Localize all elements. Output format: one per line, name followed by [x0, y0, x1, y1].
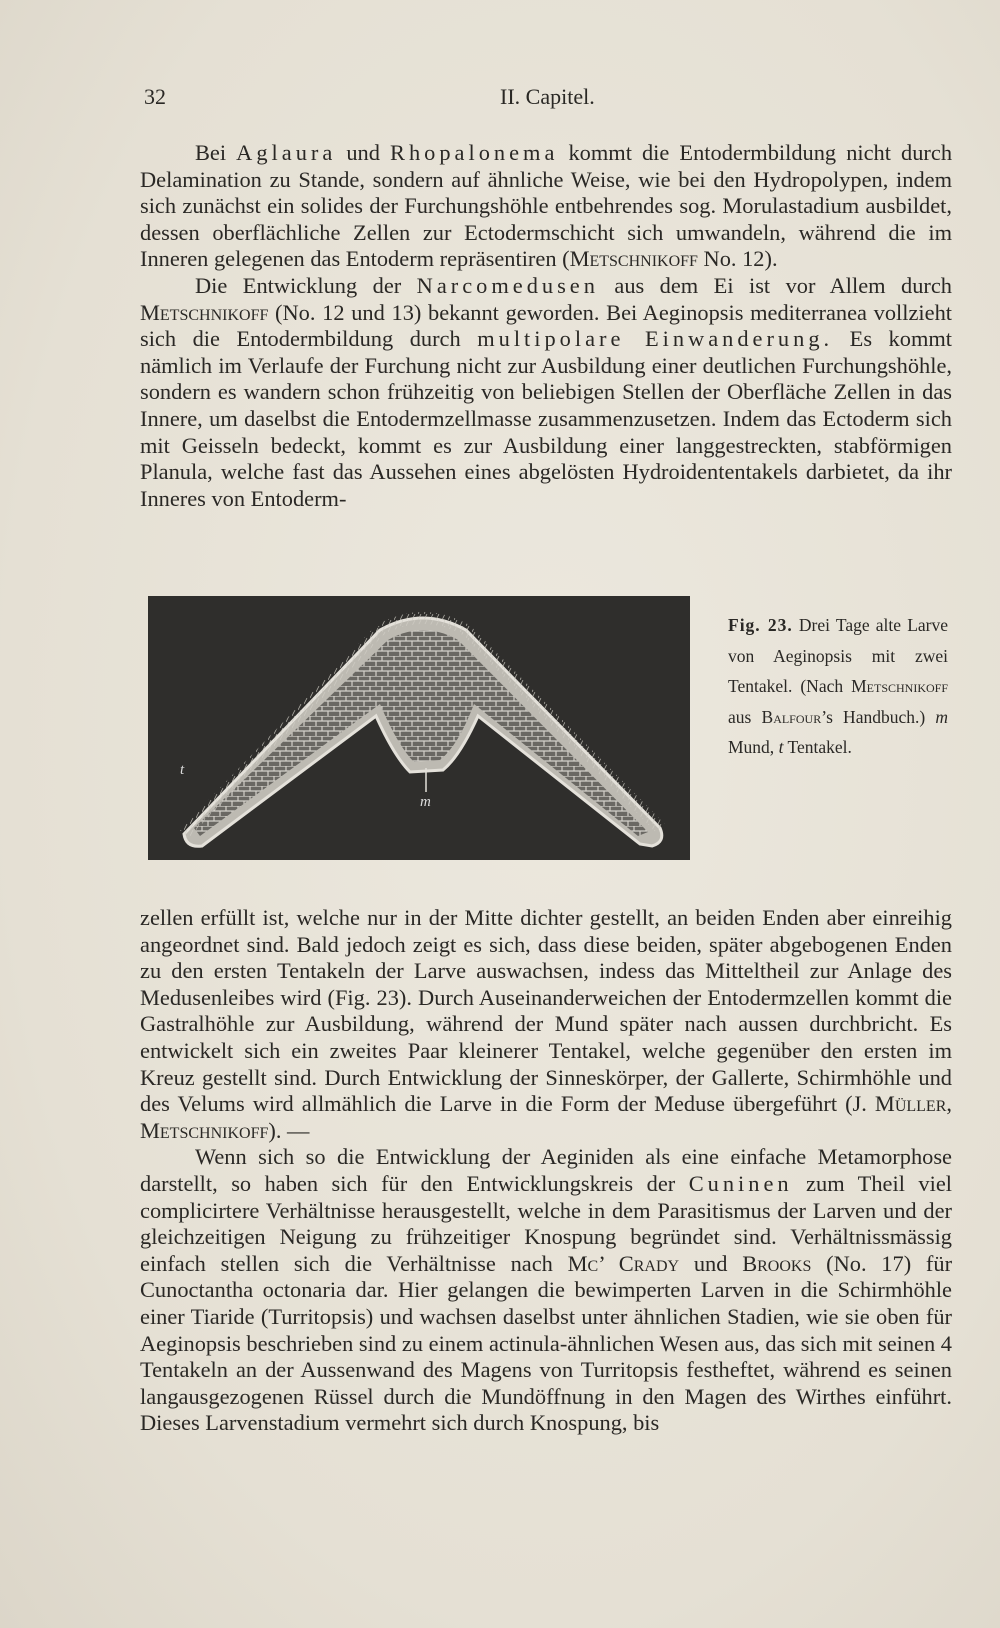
figure-caption: Fig. 23. Drei Tage alte Larve von Aeginopsis mit zwei Tentakel. (Nach Metschnikoff aus Balfour’s Handbuch.) m Mund, t Tentakel. [728, 615, 949, 757]
page-header [144, 84, 950, 114]
spaced-term: Rhopalonema [390, 140, 559, 165]
label-t: t [180, 762, 185, 778]
author-name: Metschnikoff [569, 246, 698, 272]
paragraph-cuninen: Wenn sich so die Entwicklung der Aeginiden als eine einfache Metamorphose darstellt, so haben sich für den Entwicklungskreis der Cuninen zum Theil viel complicirtere Verhältnisse herausgestellt, welche in dem Parasitismus der Larven und der gleichzeitigen Neigung zu frühzeitiger Knospung begründet sind. Verhältnissmässig einfach stellen sich die Verhältnisse nach Mc’ Crady und Brooks (No. 17) für Cunoctantha octonaria dar. Hier gelangen die bewimperten Larven in die Schirmhöhle einer Tiaride (Turritopsis) und wachsen daselbst unter ähnlichen Stadien, wie sie oben für Aeginopsis beschrieben sind zu einem actinula-ähnlichen Wesen aus, das sich mit seinen 4 Tentakeln an der Aussenwand des Magens von Turritopsis festheftet, während es seinen langausgezogenen Rüssel durch die Mundöffnung in den Magen des Wirthes einführt. Dieses Larvenstadium vermehrt sich durch Knospung, bis [140, 1144, 953, 1436]
author-name: Metschnikoff [140, 299, 269, 325]
spaced-term: Aglaura [236, 140, 337, 165]
larva-drawing [148, 596, 690, 860]
paragraph-aglaura: Bei Aglaura und Rhopalonema kommt die Entodermbildung nicht durch Delamination zu Stande, sondern auf ähnliche Weise, wie bei den Hydropolypen, indem sich zunächst ein solides der Furchungshöhle entbehrendes sog. Morulastadium ausbildet, dessen oberflächliche Zellen zur Ectodermschicht sich umwandeln, während die im Inneren gelegenen das Entoderm repräsentiren (Metschnikoff No. 12). [140, 140, 953, 272]
author-name: Balfour [761, 706, 822, 727]
label-m: m [420, 794, 431, 810]
author-name: Mc’ Crady [567, 1250, 680, 1276]
author-name: Müller [874, 1091, 947, 1117]
spaced-term: Narcomedusen [416, 272, 599, 298]
paragraph-continuation: zellen erfüllt ist, welche nur in der Mitte dichter gestellt, an beiden Enden aber einreihig angeordnet sind. Bald jedoch zeigt es sich, dass diese beiden, später abgebogenen Enden zu den ersten Tentakeln der Larve auswachsen, indess das Mitteltheil zur Anlage des Medusenleibes wird (Fig. 23). Durch Auseinanderweichen der Entodermzellen kommt die Gastralhöhle zur Ausbildung, während der Mund später nach aussen durchbricht. Es entwickelt sich ein zweites Paar kleinerer Tentakel, welche gegenüber den ersten im Kreuz gestellt sind. Durch Entwicklung der Sinneskörper, der Gallerte, Schirmhöhle und des Velums wird allmählich die Larve in die Form der Meduse übergeführt (J. Müller, Metschnikoff). — [140, 905, 952, 1143]
figure-number: Fig. 23. [728, 615, 793, 635]
page-number: 32 [144, 84, 166, 109]
spaced-term: multipolare Einwanderung. [477, 326, 834, 352]
spaced-term: Cuninen [688, 1170, 793, 1196]
author-name: Metschnikoff [851, 676, 948, 696]
author-name: Brooks [742, 1250, 812, 1276]
paragraph-narcomedusen: Die Entwicklung der Narcomedusen aus dem Ei ist vor Allem durch Metschnikoff (No. 12 und 13) bekannt geworden. Bei Aeginopsis mediterranea vollzieht sich die Entodermbildung durch multipolare Einwanderung. Es kommt nämlich im Verlaufe der Furchung nicht zur Ausbildung einer deutlichen Furchungshöhle, sondern es wandern schon frühzeitig von beliebigen Stellen der Oberfläche Zellen in das Innere, um daselbst die Entodermzellmasse zusammenzusetzen. Indem das Ectoderm sich mit Geisseln bedeckt, kommt es zur Ausbildung einer langgestreckten, stabförmigen Planula, welche fast das Aussehen eines abgelösten Hydroidententakels darbietet, da ihr Inneres von Entoderm- [140, 272, 952, 511]
text-block-bottom [140, 905, 952, 1437]
running-title: II. Capitel. [500, 84, 595, 109]
author-name: Metschnikoff [140, 1117, 269, 1143]
figure-23-illustration [148, 596, 690, 860]
text-block-top [140, 140, 952, 512]
